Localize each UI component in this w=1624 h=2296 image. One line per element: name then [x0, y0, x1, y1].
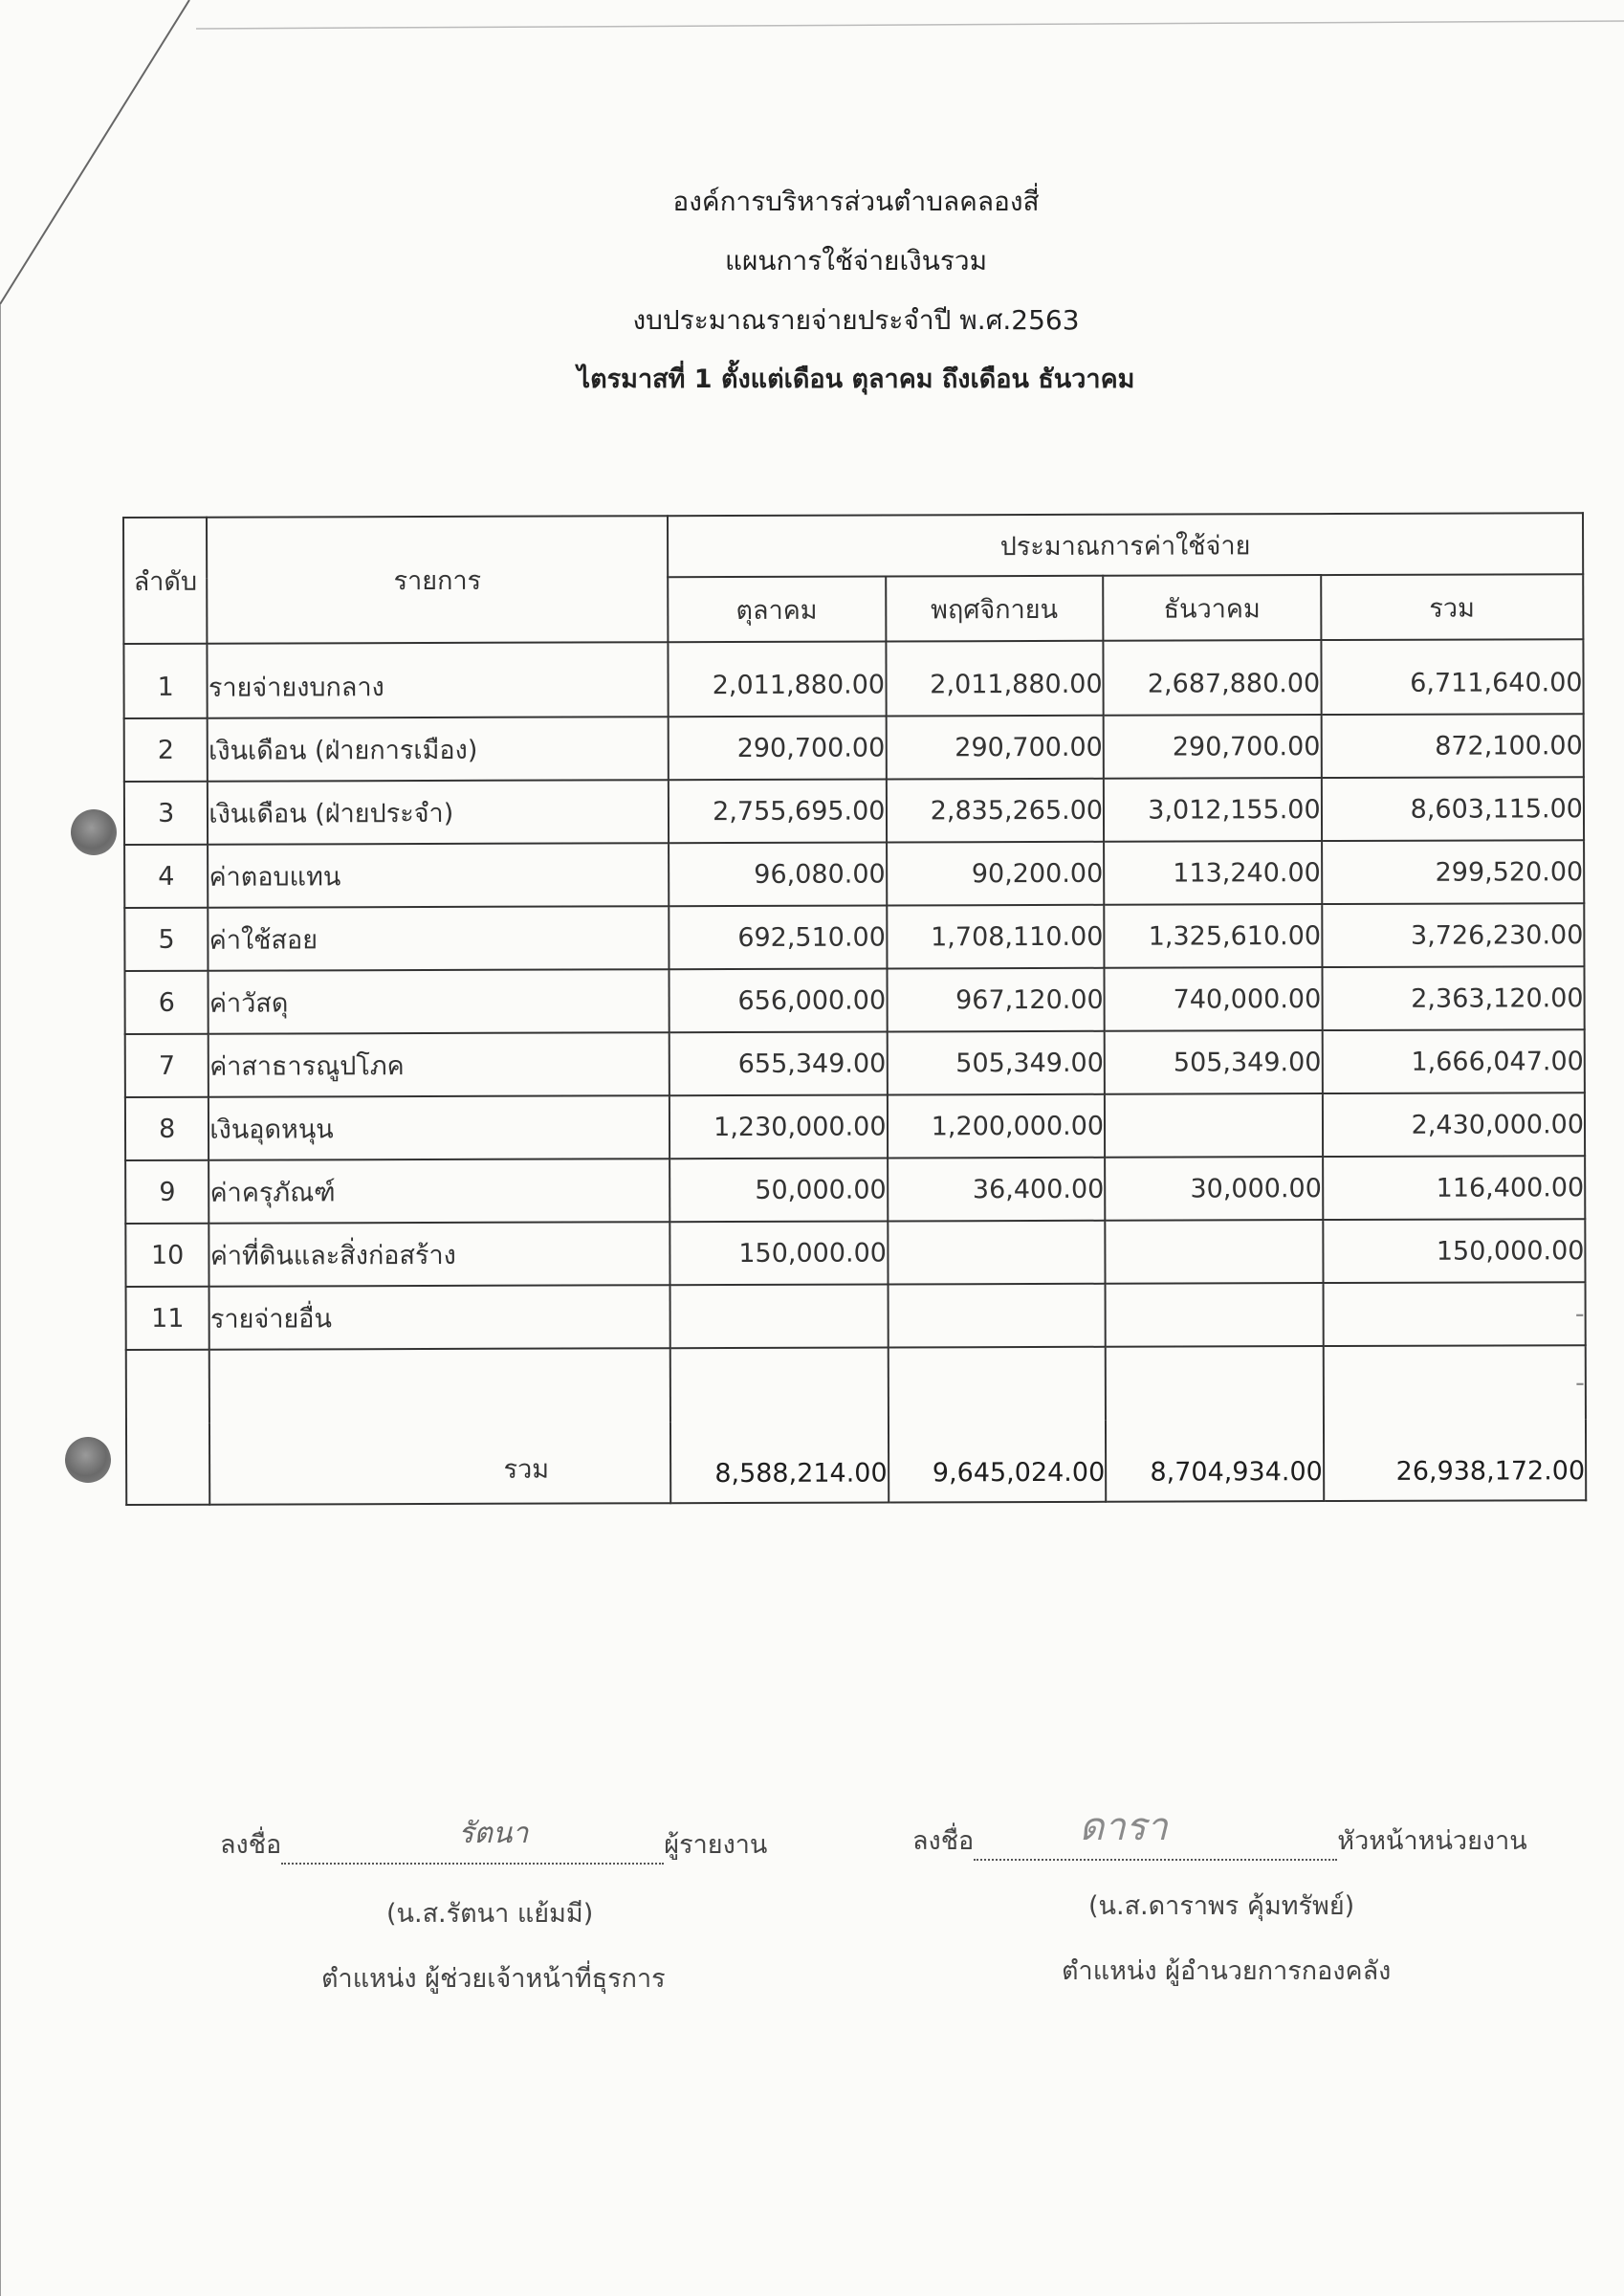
row-item: ค่าครุภัณฑ์ [208, 1159, 669, 1224]
row-seq: 2 [124, 718, 208, 782]
row-october: 150,000.00 [669, 1221, 888, 1285]
head-name: (น.ส.ดาราพร คุ้มทรัพย์) [1088, 1891, 1355, 1921]
row-october: 50,000.00 [669, 1158, 888, 1222]
table-row [124, 903, 1584, 971]
row-item: ค่าที่ดินและสิ่งก่อสร้าง [209, 1222, 670, 1287]
row-total: 6,711,640.00 [1321, 639, 1584, 715]
sum-december: 8,704,934.00 [1106, 1420, 1324, 1502]
row-december [1105, 1093, 1323, 1158]
expense-plan-table [122, 512, 1587, 1506]
row-total: 150,000.00 [1323, 1219, 1586, 1283]
sum-november: 9,645,024.00 [888, 1421, 1106, 1503]
header-november: พฤศจิกายน [886, 576, 1104, 642]
row-november: 36,400.00 [888, 1158, 1106, 1222]
row-total: 872,100.00 [1321, 714, 1584, 778]
row-december [1106, 1283, 1324, 1347]
blank-cell [1106, 1346, 1324, 1421]
row-october: 290,700.00 [669, 716, 887, 780]
row-october: 655,349.00 [669, 1031, 888, 1095]
table-row [125, 1093, 1585, 1160]
header-item: รายการ [207, 516, 668, 644]
row-item: ค่าวัสดุ [208, 969, 669, 1034]
row-november: 1,200,000.00 [887, 1094, 1105, 1159]
punch-hole-bottom [65, 1437, 111, 1483]
row-november: 290,700.00 [886, 716, 1104, 780]
row-october: 692,510.00 [669, 905, 887, 969]
row-seq: 4 [124, 845, 208, 908]
row-seq: 10 [125, 1224, 209, 1287]
row-item: รายจ่ายอื่น [209, 1285, 670, 1350]
table-row [125, 1219, 1585, 1287]
row-seq: 5 [124, 908, 208, 971]
row-item: รายจ่ายงบกลาง [208, 642, 669, 718]
row-total: 2,430,000.00 [1323, 1093, 1586, 1157]
sign-suffix: ผู้รายงาน [664, 1830, 768, 1860]
blank-cell [126, 1350, 210, 1424]
row-item: เงินอุดหนุน [208, 1095, 669, 1160]
header-december: ธันวาคม [1103, 575, 1321, 641]
blank-cell [670, 1347, 889, 1422]
organization-name: องค์การบริหารส่วนตำบลคลองสี่ [672, 186, 1040, 217]
row-october: 96,080.00 [669, 842, 887, 906]
table-row [124, 840, 1584, 908]
row-seq: 6 [124, 971, 208, 1034]
document-header [0, 172, 1624, 409]
table-row [125, 1156, 1585, 1224]
handwritten-signature: รัตนา [458, 1817, 529, 1850]
row-december: 740,000.00 [1105, 967, 1323, 1031]
row-item: ค่าสาธารณูปโภค [208, 1032, 669, 1097]
header-estimate-group: ประมาณการค่าใช้จ่าย [668, 513, 1583, 577]
document-title: แผนการใช้จ่ายเงินรวม [724, 245, 988, 276]
row-item: เงินเดือน (ฝ่ายประจำ) [208, 780, 669, 845]
table-row [125, 1029, 1585, 1097]
row-november: 967,120.00 [887, 968, 1105, 1032]
row-december: 3,012,155.00 [1104, 778, 1322, 842]
row-december: 1,325,610.00 [1104, 904, 1322, 968]
row-october: 2,755,695.00 [669, 779, 887, 843]
row-seq: 1 [123, 644, 208, 718]
row-total: 299,520.00 [1322, 840, 1585, 904]
row-december [1105, 1220, 1323, 1284]
row-item: เงินเดือน (ฝ่ายการเมือง) [208, 717, 669, 782]
sum-october: 8,588,214.00 [670, 1421, 889, 1503]
row-october [669, 1284, 888, 1348]
row-item: ค่าตอบแทน [208, 843, 669, 908]
row-item: ค่าใช้สอย [208, 906, 669, 971]
row-november [888, 1284, 1106, 1348]
sign-prefix: ลงชื่อ [220, 1830, 282, 1860]
reporter-name: (น.ส.รัตนา แย้มมี) [386, 1899, 594, 1929]
row-december: 505,349.00 [1105, 1030, 1323, 1094]
table-row [124, 777, 1584, 845]
blank-cell [209, 1348, 670, 1424]
row-october: 2,011,880.00 [668, 641, 886, 717]
signature-head [912, 1805, 1527, 1861]
row-seq: 9 [125, 1160, 209, 1224]
sum-label: รวม [209, 1422, 670, 1505]
blank-dash: - [1323, 1345, 1586, 1420]
row-november: 505,349.00 [887, 1031, 1105, 1095]
row-october: 1,230,000.00 [669, 1094, 888, 1159]
row-december: 2,687,880.00 [1103, 640, 1321, 716]
table-row-blank [126, 1345, 1586, 1424]
row-seq: 7 [125, 1034, 209, 1097]
row-december: 290,700.00 [1104, 715, 1322, 779]
table-row [123, 639, 1583, 718]
header-total: รวม [1321, 574, 1584, 640]
row-seq: 8 [125, 1097, 209, 1160]
row-november: 1,708,110.00 [887, 905, 1105, 969]
sign-prefix: ลงชื่อ [912, 1826, 975, 1856]
head-position: ตำแหน่ง ผู้อำนวยการกองคลัง [1062, 1956, 1392, 1986]
punch-hole-top [71, 809, 117, 855]
row-december: 113,240.00 [1104, 841, 1322, 905]
sign-suffix: หัวหน้าหน่วยงาน [1337, 1826, 1527, 1856]
row-november: 2,835,265.00 [886, 779, 1104, 843]
signature-reporter [220, 1817, 768, 1865]
sum-seq-cell [126, 1424, 210, 1505]
row-total: - [1323, 1282, 1586, 1346]
row-seq: 3 [124, 782, 208, 845]
blank-cell [888, 1347, 1106, 1422]
signature-line [281, 1817, 664, 1865]
row-november: 2,011,880.00 [886, 641, 1104, 717]
table-row [124, 966, 1584, 1034]
header-seq: ลำดับ [123, 518, 208, 644]
row-november [888, 1221, 1106, 1285]
table-row [126, 1282, 1586, 1350]
row-total: 2,363,120.00 [1322, 966, 1585, 1030]
row-total: 3,726,230.00 [1322, 903, 1585, 967]
signature-line [974, 1805, 1337, 1861]
row-total: 8,603,115.00 [1322, 777, 1585, 841]
row-november: 90,200.00 [887, 842, 1105, 906]
row-seq: 11 [126, 1287, 210, 1350]
sum-total: 26,938,172.00 [1324, 1419, 1587, 1501]
handwritten-signature: ดารา [1079, 1805, 1168, 1849]
table-row [124, 714, 1584, 782]
budget-year: งบประมาณรายจ่ายประจำปี พ.ศ.2563 [632, 304, 1080, 336]
header-october: ตุลาคม [668, 576, 886, 642]
row-december: 30,000.00 [1105, 1157, 1323, 1221]
row-total: 116,400.00 [1323, 1156, 1586, 1220]
quarter-range: ไตรมาสที่ 1 ตั้งแต่เดือน ตุลาคม ถึงเดือน ธันวาคม [577, 364, 1135, 394]
row-total: 1,666,047.00 [1322, 1029, 1585, 1093]
row-october: 656,000.00 [669, 968, 887, 1032]
reporter-position: ตำแหน่ง ผู้ช่วยเจ้าหน้าที่ธุรการ [321, 1964, 666, 1994]
table-sum-row [126, 1419, 1586, 1505]
